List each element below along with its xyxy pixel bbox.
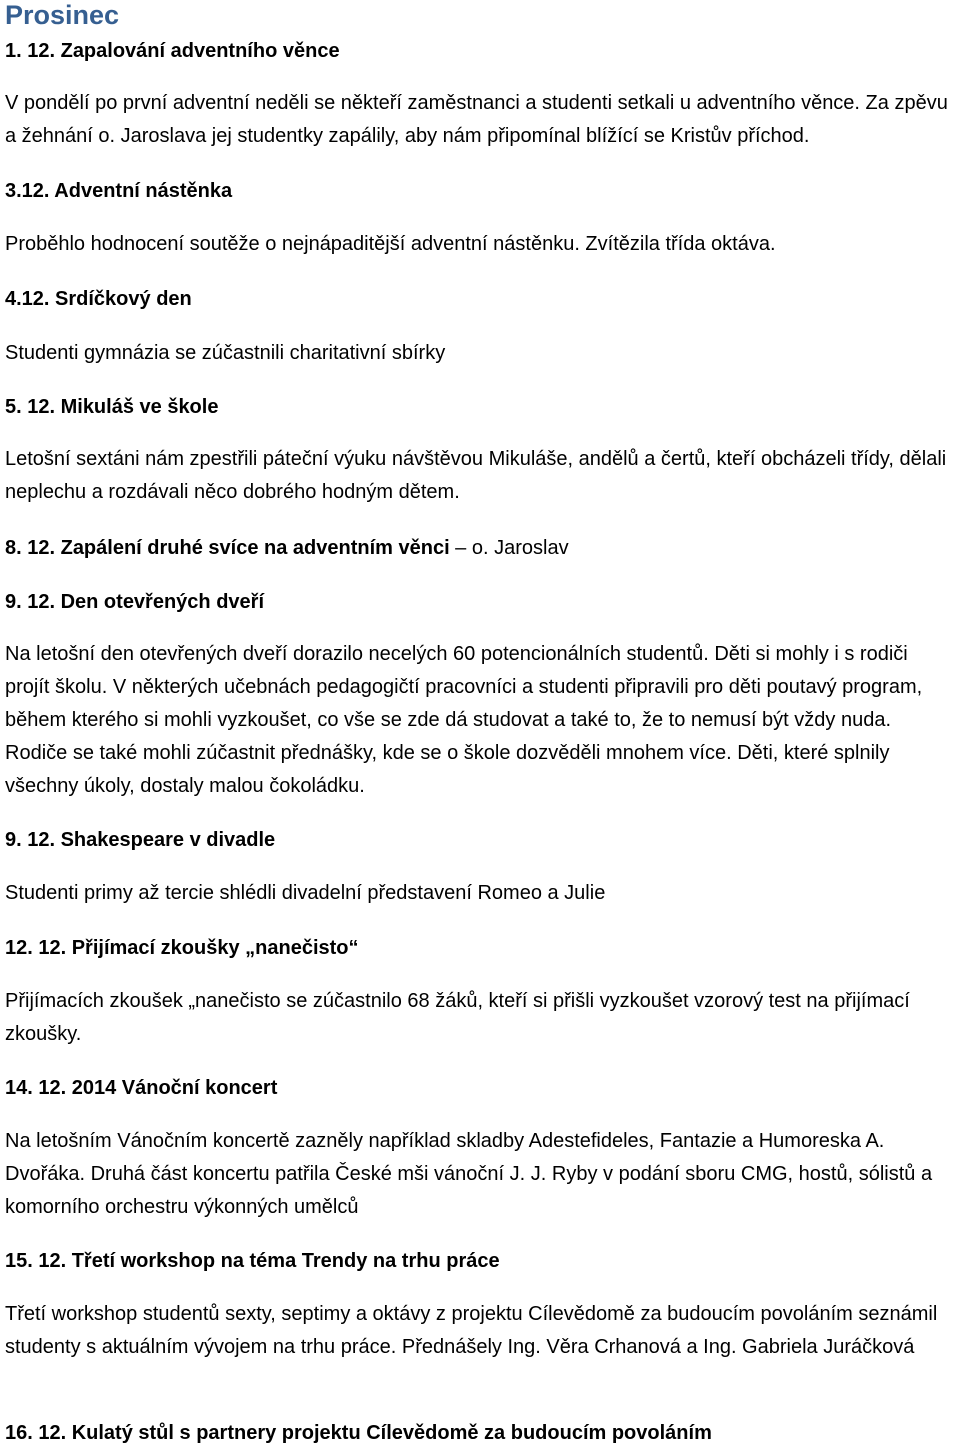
event-heading: 4.12. Srdíčkový den: [5, 288, 192, 310]
event-text: Přijímacích zkoušek „nanečisto se zúčastnilo 68 žáků, kteří si přišli vyzkoušet vzorový test na přijímací zkoušky.: [5, 990, 910, 1045]
event-heading: 16. 12. Kulatý stůl s partnery projektu Cílevědomě za budoucím povoláním: [5, 1422, 712, 1444]
event-heading: 1. 12. Zapalování adventního věnce: [5, 40, 340, 62]
event-heading: 5. 12. Mikuláš ve škole: [5, 396, 219, 418]
event-text: V pondělí po první adventní neděli se někteří zaměstnanci a studenti setkali u adventního věnce. Za zpěvu a žehnání o. Jaroslava jej studentky zapálily, aby nám připomínal blížící se Kristův příchod.: [5, 92, 948, 147]
event-text: Studenti primy až tercie shlédli divadelní představení Romeo a Julie: [5, 882, 606, 904]
event-heading: 9. 12. Shakespeare v divadle: [5, 829, 276, 851]
event-text: Třetí workshop studentů sexty, septimy a oktávy z projektu Cílevědomě za budoucím povoláním seznámil studenty s aktuálním vývojem na trhu práce. Přednášely Ing. Věra Crhanová a Ing. Gabriela Juráčková: [5, 1303, 938, 1358]
event-text: Na letošní den otevřených dveří dorazilo necelých 60 potencionálních studentů. Děti si mohly i s rodiči projít školu. V některých učebnách pedagogičtí pracovníci a studenti připravili pro děti poutavý program, během kterého si mohli vyzkoušet, co vše se zde dá studovat a také to, že to nemusí být vždy nuda. Rodiče se také mohli zúčastnit přednášky, kde se o škole dozvěděli mnohem více. Děti, které splnily všechny úkoly, dostaly malou čokoládku.: [5, 643, 923, 797]
event-heading: 12. 12. Přijímací zkoušky „nanečisto“: [5, 937, 359, 959]
event-text: Proběhlo hodnocení soutěže o nejnápaditější adventní nástěnku. Zvítězila třída oktáva.: [5, 233, 776, 255]
event-text: Letošní sextáni nám zpestřili páteční výuku návštěvou Mikuláše, andělů a čertů, kteří obcházeli třídy, dělali neplechu a rozdávali něco dobrého hodným dětem.: [5, 448, 947, 503]
event-heading: 9. 12. Den otevřených dveří: [5, 591, 265, 613]
page-title: Prosinec: [5, 0, 120, 30]
event-heading: 15. 12. Třetí workshop na téma Trendy na trhu práce: [5, 1250, 500, 1272]
event-text: Studenti gymnázia se zúčastnili charitativní sbírky: [5, 342, 446, 364]
event-heading: [5, 535, 569, 561]
event-heading-main: 8. 12. Zapálení druhé svíce na adventním věnci: [5, 537, 450, 559]
event-text: Na letošním Vánočním koncertě zazněly například skladby Adestefideles, Fantazie a Humoreska A. Dvořáka. Druhá část koncertu patřila České mši vánoční J. J. Ryby v podání sboru CMG, hostů, sólistů a komorního orchestru výkonných umělců: [5, 1130, 933, 1218]
event-heading: 3.12. Adventní nástěnka: [5, 180, 233, 202]
event-heading: 14. 12. 2014 Vánoční koncert: [5, 1077, 278, 1099]
event-heading-suffix: – o. Jaroslav: [449, 537, 569, 559]
